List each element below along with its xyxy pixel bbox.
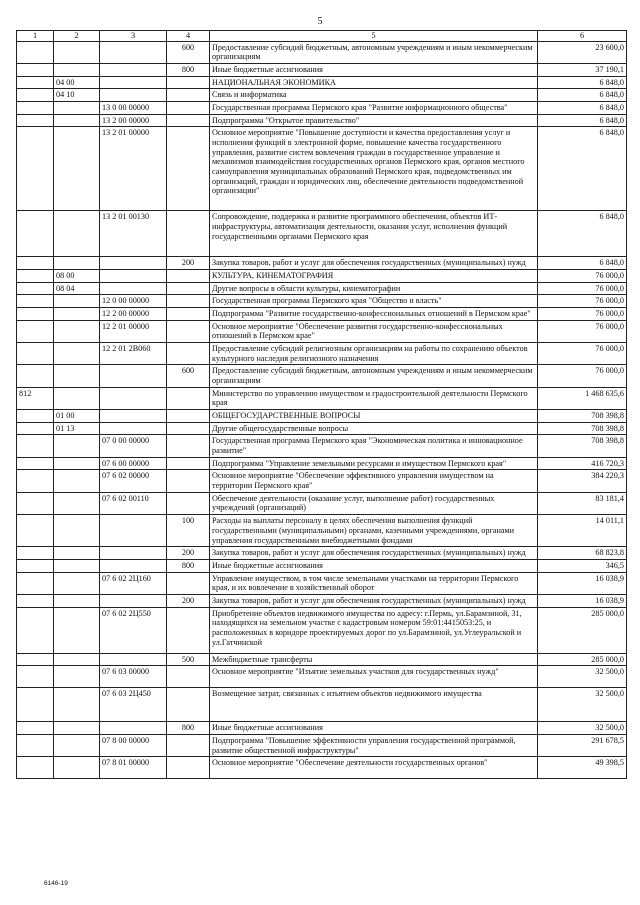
cell-target-article-code [100, 594, 167, 607]
cell-expense-type-code [167, 76, 210, 89]
cell-section-code [54, 688, 100, 722]
cell-ministry-code [17, 547, 54, 560]
cell-description: Государственная программа Пермского края "Экономическая политика и инновационное развитие" [210, 435, 538, 457]
table-row [17, 102, 627, 115]
cell-amount: 291 678,5 [538, 734, 627, 756]
cell-expense-type-code [167, 308, 210, 321]
cell-expense-type-code: 200 [167, 594, 210, 607]
cell-expense-type-code [167, 422, 210, 435]
cell-amount: 6 848,0 [538, 257, 627, 270]
cell-target-article-code [100, 422, 167, 435]
cell-ministry-code [17, 492, 54, 514]
cell-amount: 68 823,8 [538, 547, 627, 560]
cell-description: Закупка товаров, работ и услуг для обеспечения государственных (муниципальных) нужд [210, 257, 538, 270]
cell-ministry-code [17, 470, 54, 492]
cell-section-code [54, 457, 100, 470]
cell-expense-type-code [167, 114, 210, 127]
cell-expense-type-code [167, 387, 210, 409]
cell-description: Подпрограмма "Повышение эффективности управления государственной программой, развитие общественной инфраструктуры" [210, 734, 538, 756]
cell-amount: 76 000,0 [538, 282, 627, 295]
cell-section-code [54, 114, 100, 127]
header-col-3: 3 [100, 31, 167, 42]
table-row [17, 757, 627, 779]
cell-section-code [54, 41, 100, 63]
cell-ministry-code [17, 757, 54, 779]
cell-description: Предоставление субсидий религиозным организациям на работы по сохранению объектов культурного наследия религиозного назначения [210, 343, 538, 365]
cell-amount: 76 000,0 [538, 343, 627, 365]
table-row [17, 572, 627, 594]
cell-amount: 16 038,9 [538, 594, 627, 607]
cell-amount: 346,5 [538, 559, 627, 572]
table-row [17, 688, 627, 722]
cell-expense-type-code: 500 [167, 653, 210, 666]
cell-description: Подпрограмма "Открытое правительство" [210, 114, 538, 127]
cell-target-article-code [100, 64, 167, 77]
table-row [17, 722, 627, 735]
table-row [17, 282, 627, 295]
cell-target-article-code [100, 76, 167, 89]
cell-target-article-code: 07 6 03 2Ц450 [100, 688, 167, 722]
cell-expense-type-code [167, 666, 210, 688]
cell-amount: 708 398,8 [538, 422, 627, 435]
cell-expense-type-code [167, 295, 210, 308]
cell-target-article-code [100, 410, 167, 423]
cell-target-article-code [100, 547, 167, 560]
cell-description: Иные бюджетные ассигнования [210, 722, 538, 735]
cell-amount: 14 011,1 [538, 515, 627, 547]
cell-amount: 6 848,0 [538, 211, 627, 257]
cell-section-code [54, 607, 100, 653]
cell-section-code [54, 320, 100, 342]
cell-expense-type-code: 600 [167, 41, 210, 63]
cell-ministry-code [17, 102, 54, 115]
cell-target-article-code [100, 653, 167, 666]
cell-description: Основное мероприятие "Изъятие земельных участков для государственных нужд" [210, 666, 538, 688]
cell-section-code [54, 365, 100, 387]
cell-section-code: 08 04 [54, 282, 100, 295]
cell-expense-type-code [167, 211, 210, 257]
cell-ministry-code [17, 594, 54, 607]
table-row [17, 410, 627, 423]
cell-expense-type-code [167, 572, 210, 594]
table-row [17, 257, 627, 270]
cell-ministry-code [17, 734, 54, 756]
cell-ministry-code [17, 41, 54, 63]
cell-target-article-code: 07 6 00 00000 [100, 457, 167, 470]
cell-description: Сопровождение, поддержка и развитие программного обеспечения, объектов ИТ-инфраструктуры, автоматизация деятельности, оказания услуг, исполнения функций государственными органами Пермского края [210, 211, 538, 257]
table-body [17, 41, 627, 779]
cell-ministry-code [17, 211, 54, 257]
cell-description: Расходы на выплаты персоналу в целях обеспечения выполнения функций государственными (муниципальными) органами, казенными учреждениями, органами управления государственными внебюджетными фондами [210, 515, 538, 547]
cell-description: КУЛЬТУРА, КИНЕМАТОГРАФИЯ [210, 270, 538, 283]
cell-section-code [54, 295, 100, 308]
cell-amount: 32 500,0 [538, 666, 627, 688]
cell-target-article-code: 13 2 00 00000 [100, 114, 167, 127]
cell-ministry-code [17, 343, 54, 365]
cell-expense-type-code [167, 270, 210, 283]
cell-target-article-code [100, 365, 167, 387]
cell-ministry-code [17, 76, 54, 89]
cell-expense-type-code [167, 102, 210, 115]
cell-ministry-code [17, 295, 54, 308]
cell-ministry-code [17, 607, 54, 653]
cell-target-article-code: 07 6 03 00000 [100, 666, 167, 688]
table-row [17, 295, 627, 308]
table-row [17, 270, 627, 283]
cell-target-article-code [100, 515, 167, 547]
cell-amount: 1 468 635,6 [538, 387, 627, 409]
cell-target-article-code [100, 41, 167, 63]
cell-section-code [54, 211, 100, 257]
cell-amount: 23 600,0 [538, 41, 627, 63]
cell-section-code: 01 13 [54, 422, 100, 435]
cell-section-code [54, 547, 100, 560]
header-col-2: 2 [54, 31, 100, 42]
cell-amount: 6 848,0 [538, 76, 627, 89]
cell-ministry-code [17, 270, 54, 283]
table-row [17, 547, 627, 560]
cell-section-code [54, 666, 100, 688]
table-row [17, 64, 627, 77]
table-row [17, 89, 627, 102]
cell-section-code: 04 00 [54, 76, 100, 89]
cell-target-article-code [100, 89, 167, 102]
cell-description: Основное мероприятие "Обеспечение эффективного управления имуществом на территории Пермского края" [210, 470, 538, 492]
cell-target-article-code: 12 0 00 00000 [100, 295, 167, 308]
cell-amount: 32 500,0 [538, 722, 627, 735]
cell-section-code [54, 435, 100, 457]
footer-code: 6146-19 [44, 880, 68, 887]
cell-expense-type-code [167, 757, 210, 779]
cell-amount: 285 000,0 [538, 653, 627, 666]
cell-description: ОБЩЕГОСУДАРСТВЕННЫЕ ВОПРОСЫ [210, 410, 538, 423]
cell-ministry-code [17, 308, 54, 321]
header-row [17, 31, 627, 42]
table-row [17, 653, 627, 666]
cell-description: Возмещение затрат, связанных с изъятием объектов недвижимого имущества [210, 688, 538, 722]
cell-expense-type-code: 200 [167, 547, 210, 560]
cell-amount: 708 398,8 [538, 435, 627, 457]
cell-section-code [54, 572, 100, 594]
cell-target-article-code: 07 6 02 00000 [100, 470, 167, 492]
table-row [17, 343, 627, 365]
cell-section-code [54, 308, 100, 321]
cell-target-article-code: 07 8 01 00000 [100, 757, 167, 779]
cell-amount: 6 848,0 [538, 127, 627, 211]
page-number: 5 [317, 16, 323, 27]
cell-target-article-code: 13 2 01 00130 [100, 211, 167, 257]
cell-ministry-code [17, 688, 54, 722]
cell-amount: 6 848,0 [538, 102, 627, 115]
cell-amount: 6 848,0 [538, 114, 627, 127]
cell-amount: 49 398,5 [538, 757, 627, 779]
cell-target-article-code: 07 0 00 00000 [100, 435, 167, 457]
cell-section-code [54, 343, 100, 365]
header-col-1: 1 [17, 31, 54, 42]
cell-expense-type-code [167, 607, 210, 653]
table-row [17, 666, 627, 688]
cell-description: Государственная программа Пермского края "Развитие информационного общества" [210, 102, 538, 115]
table-row [17, 365, 627, 387]
cell-expense-type-code [167, 734, 210, 756]
cell-ministry-code [17, 435, 54, 457]
cell-amount: 83 181,4 [538, 492, 627, 514]
cell-section-code [54, 257, 100, 270]
cell-amount: 37 190,1 [538, 64, 627, 77]
cell-ministry-code [17, 653, 54, 666]
cell-amount: 76 000,0 [538, 365, 627, 387]
header-col-6: 6 [538, 31, 627, 42]
cell-description: Подпрограмма "Развитие государственно-конфессиональных отношений в Пермском крае" [210, 308, 538, 321]
cell-description: Закупка товаров, работ и услуг для обеспечения государственных (муниципальных) нужд [210, 594, 538, 607]
cell-section-code [54, 64, 100, 77]
table-row [17, 308, 627, 321]
table-row [17, 76, 627, 89]
cell-description: Приобретение объектов недвижимого имущества по адресу: г.Пермь, ул.Барамзиной, 31, находящихся на земельном участке с кадастровым номером 59:01:4415053:25, и расположенных в коридоре проектируемых дорог по ул.Барамзиной, ул.Углеуральской и ул.Гатчинской [210, 607, 538, 653]
cell-section-code [54, 653, 100, 666]
cell-target-article-code: 12 2 00 00000 [100, 308, 167, 321]
cell-expense-type-code [167, 343, 210, 365]
cell-description: Государственная программа Пермского края "Общество и власть" [210, 295, 538, 308]
cell-target-article-code [100, 282, 167, 295]
cell-description: Иные бюджетные ассигнования [210, 559, 538, 572]
cell-section-code [54, 102, 100, 115]
cell-expense-type-code [167, 127, 210, 211]
header-col-5: 5 [210, 31, 538, 42]
cell-expense-type-code [167, 435, 210, 457]
table-row [17, 559, 627, 572]
cell-ministry-code [17, 114, 54, 127]
cell-description: Предоставление субсидий бюджетным, автономным учреждениям и иным некоммерческим организациям [210, 41, 538, 63]
cell-description: Иные бюджетные ассигнования [210, 64, 538, 77]
cell-section-code [54, 387, 100, 409]
table-row [17, 435, 627, 457]
cell-description: Другие общегосударственные вопросы [210, 422, 538, 435]
cell-ministry-code [17, 515, 54, 547]
cell-description: Связь и информатика [210, 89, 538, 102]
table-row [17, 607, 627, 653]
table-row [17, 492, 627, 514]
cell-target-article-code: 07 6 02 2Ц160 [100, 572, 167, 594]
cell-section-code [54, 757, 100, 779]
cell-description: Межбюджетные трансферты [210, 653, 538, 666]
cell-expense-type-code [167, 492, 210, 514]
cell-section-code [54, 722, 100, 735]
cell-description: Основное мероприятие "Обеспечение деятельности государственных органов" [210, 757, 538, 779]
cell-expense-type-code: 800 [167, 722, 210, 735]
cell-amount: 416 720,3 [538, 457, 627, 470]
cell-expense-type-code [167, 89, 210, 102]
cell-section-code: 01 00 [54, 410, 100, 423]
cell-amount: 76 000,0 [538, 270, 627, 283]
header-col-4: 4 [167, 31, 210, 42]
cell-target-article-code [100, 387, 167, 409]
cell-amount: 708 398,8 [538, 410, 627, 423]
cell-ministry-code [17, 64, 54, 77]
table-row [17, 734, 627, 756]
cell-target-article-code: 12 2 01 00000 [100, 320, 167, 342]
cell-description: НАЦИОНАЛЬНАЯ ЭКОНОМИКА [210, 76, 538, 89]
table-row [17, 320, 627, 342]
budget-table [16, 30, 627, 779]
cell-section-code [54, 127, 100, 211]
cell-ministry-code [17, 457, 54, 470]
cell-expense-type-code [167, 320, 210, 342]
cell-ministry-code: 812 [17, 387, 54, 409]
cell-ministry-code [17, 365, 54, 387]
cell-section-code [54, 470, 100, 492]
cell-expense-type-code [167, 410, 210, 423]
cell-amount: 16 038,9 [538, 572, 627, 594]
cell-target-article-code [100, 257, 167, 270]
cell-description: Управление имуществом, в том числе земельными участками на территории Пермского края, и их вовлечение в хозяйственный оборот [210, 572, 538, 594]
cell-section-code [54, 492, 100, 514]
cell-expense-type-code [167, 282, 210, 295]
cell-target-article-code [100, 722, 167, 735]
table-row [17, 387, 627, 409]
cell-description: Подпрограмма "Управление земельными ресурсами и имуществом Пермского края" [210, 457, 538, 470]
cell-description: Министерство по управлению имуществом и градостроительной деятельности Пермского края [210, 387, 538, 409]
cell-description: Обеспечение деятельности (оказание услуг, выполнение работ) государственных учреждений (организаций) [210, 492, 538, 514]
cell-ministry-code [17, 257, 54, 270]
cell-section-code: 04 10 [54, 89, 100, 102]
table-row [17, 515, 627, 547]
cell-expense-type-code: 800 [167, 64, 210, 77]
cell-amount: 384 220,3 [538, 470, 627, 492]
cell-amount: 32 500,0 [538, 688, 627, 722]
cell-target-article-code: 13 2 01 00000 [100, 127, 167, 211]
table-row [17, 114, 627, 127]
cell-amount: 76 000,0 [538, 320, 627, 342]
cell-ministry-code [17, 666, 54, 688]
cell-expense-type-code: 800 [167, 559, 210, 572]
table-header [17, 31, 627, 42]
cell-expense-type-code [167, 457, 210, 470]
cell-ministry-code [17, 422, 54, 435]
table-row [17, 422, 627, 435]
cell-ministry-code [17, 127, 54, 211]
table-row [17, 127, 627, 211]
cell-section-code [54, 515, 100, 547]
cell-description: Основное мероприятие "Обеспечение развития государственно-конфессиональных отношений в Пермском крае" [210, 320, 538, 342]
cell-section-code [54, 559, 100, 572]
table-row [17, 41, 627, 63]
cell-section-code: 08 00 [54, 270, 100, 283]
cell-ministry-code [17, 89, 54, 102]
table-row [17, 470, 627, 492]
cell-amount: 6 848,0 [538, 89, 627, 102]
cell-description: Другие вопросы в области культуры, кинематографии [210, 282, 538, 295]
cell-amount: 76 000,0 [538, 308, 627, 321]
cell-ministry-code [17, 572, 54, 594]
table-row [17, 457, 627, 470]
cell-section-code [54, 734, 100, 756]
cell-target-article-code: 07 8 00 00000 [100, 734, 167, 756]
cell-expense-type-code: 200 [167, 257, 210, 270]
cell-ministry-code [17, 559, 54, 572]
cell-expense-type-code [167, 688, 210, 722]
cell-target-article-code: 13 0 00 00000 [100, 102, 167, 115]
table-row [17, 594, 627, 607]
cell-target-article-code [100, 559, 167, 572]
cell-section-code [54, 594, 100, 607]
cell-description: Предоставление субсидий бюджетным, автономным учреждениям и иным некоммерческим организациям [210, 365, 538, 387]
cell-ministry-code [17, 722, 54, 735]
cell-amount: 76 000,0 [538, 295, 627, 308]
cell-ministry-code [17, 320, 54, 342]
cell-amount: 285 000,0 [538, 607, 627, 653]
cell-target-article-code: 07 6 02 00110 [100, 492, 167, 514]
cell-description: Основное мероприятие "Повышение доступности и качества предоставления услуг и исполнения функций в электронной форме, повышение качества государственного управления, развитие систем вовлечения граждан в государственное управление и механизмов взаимодействия государственных органов Пермского края, органов местного самоуправления муниципальных образований Пермского края, подведомственных им организаций, граждан и юридических лиц, обеспечение деятельности подведомственной организации" [210, 127, 538, 211]
cell-ministry-code [17, 410, 54, 423]
cell-target-article-code: 07 6 02 2Ц550 [100, 607, 167, 653]
cell-ministry-code [17, 282, 54, 295]
cell-expense-type-code: 600 [167, 365, 210, 387]
cell-description: Закупка товаров, работ и услуг для обеспечения государственных (муниципальных) нужд [210, 547, 538, 560]
cell-target-article-code [100, 270, 167, 283]
cell-expense-type-code: 100 [167, 515, 210, 547]
cell-target-article-code: 12 2 01 2В060 [100, 343, 167, 365]
cell-expense-type-code [167, 470, 210, 492]
table-row [17, 211, 627, 257]
